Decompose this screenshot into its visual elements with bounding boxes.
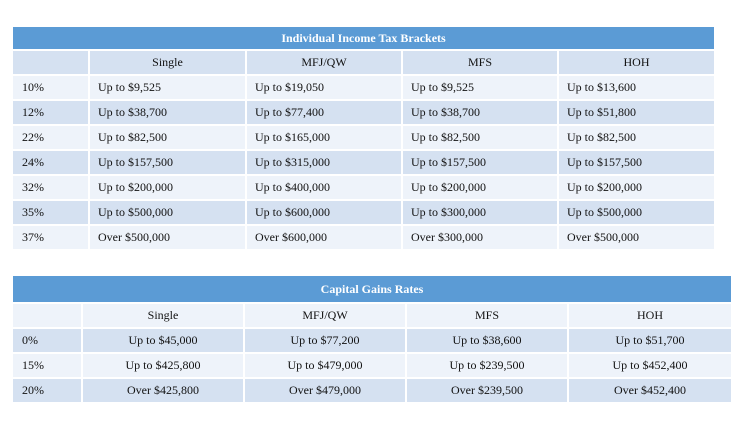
threshold-cell: Up to $9,525 xyxy=(403,76,559,101)
table-row xyxy=(13,76,714,101)
capital-gains-table-title: Capital Gains Rates xyxy=(13,276,731,304)
table-row xyxy=(13,329,731,354)
threshold-cell: Up to $38,700 xyxy=(90,101,247,126)
threshold-cell: Up to $200,000 xyxy=(403,176,559,201)
threshold-cell: Up to $500,000 xyxy=(90,201,247,226)
threshold-cell: Over $239,500 xyxy=(407,379,569,404)
header-cell-mfs: MFS xyxy=(407,304,569,329)
header-cell-rate xyxy=(13,51,90,76)
threshold-cell: Up to $38,600 xyxy=(407,329,569,354)
threshold-cell: Up to $600,000 xyxy=(247,201,403,226)
threshold-cell: Up to $239,500 xyxy=(407,354,569,379)
rate-cell: 37% xyxy=(13,226,90,251)
threshold-cell: Up to $200,000 xyxy=(559,176,714,201)
rate-cell: 35% xyxy=(13,201,90,226)
threshold-cell: Over $425,800 xyxy=(83,379,245,404)
table-row xyxy=(13,201,714,226)
header-cell-hoh: HOH xyxy=(559,51,714,76)
threshold-cell: Up to $425,800 xyxy=(83,354,245,379)
income-tax-header-row xyxy=(13,51,714,76)
table-row xyxy=(13,379,731,404)
header-cell-mfs: MFS xyxy=(403,51,559,76)
threshold-cell: Up to $479,000 xyxy=(245,354,407,379)
header-cell-single: Single xyxy=(90,51,247,76)
threshold-cell: Over $600,000 xyxy=(247,226,403,251)
income-tax-table-title: Individual Income Tax Brackets xyxy=(13,27,714,51)
threshold-cell: Up to $315,000 xyxy=(247,151,403,176)
threshold-cell: Up to $157,500 xyxy=(403,151,559,176)
income-tax-brackets-table xyxy=(13,27,714,251)
threshold-cell: Up to $82,500 xyxy=(403,126,559,151)
table-row xyxy=(13,126,714,151)
threshold-cell: Over $479,000 xyxy=(245,379,407,404)
rate-cell: 22% xyxy=(13,126,90,151)
threshold-cell: Up to $45,000 xyxy=(83,329,245,354)
table-row xyxy=(13,176,714,201)
rate-cell: 32% xyxy=(13,176,90,201)
threshold-cell: Up to $452,400 xyxy=(569,354,731,379)
table-row xyxy=(13,101,714,126)
capital-gains-header-row xyxy=(13,304,731,329)
threshold-cell: Over $452,400 xyxy=(569,379,731,404)
header-cell-mfj-qw: MFJ/QW xyxy=(245,304,407,329)
threshold-cell: Up to $51,800 xyxy=(559,101,714,126)
threshold-cell: Over $500,000 xyxy=(559,226,714,251)
rate-cell: 12% xyxy=(13,101,90,126)
threshold-cell: Over $500,000 xyxy=(90,226,247,251)
threshold-cell: Up to $38,700 xyxy=(403,101,559,126)
table-row xyxy=(13,226,714,251)
threshold-cell: Up to $51,700 xyxy=(569,329,731,354)
rate-cell: 24% xyxy=(13,151,90,176)
threshold-cell: Up to $13,600 xyxy=(559,76,714,101)
threshold-cell: Over $300,000 xyxy=(403,226,559,251)
threshold-cell: Up to $200,000 xyxy=(90,176,247,201)
threshold-cell: Up to $157,500 xyxy=(559,151,714,176)
threshold-cell: Up to $82,500 xyxy=(90,126,247,151)
rate-cell: 20% xyxy=(13,379,83,404)
threshold-cell: Up to $77,400 xyxy=(247,101,403,126)
header-cell-mfj-qw: MFJ/QW xyxy=(247,51,403,76)
threshold-cell: Up to $77,200 xyxy=(245,329,407,354)
rate-cell: 10% xyxy=(13,76,90,101)
rate-cell: 0% xyxy=(13,329,83,354)
capital-gains-rates-table xyxy=(13,276,731,404)
rate-cell: 15% xyxy=(13,354,83,379)
header-cell-rate xyxy=(13,304,83,329)
threshold-cell: Up to $9,525 xyxy=(90,76,247,101)
threshold-cell: Up to $157,500 xyxy=(90,151,247,176)
threshold-cell: Up to $82,500 xyxy=(559,126,714,151)
threshold-cell: Up to $165,000 xyxy=(247,126,403,151)
table-row xyxy=(13,354,731,379)
threshold-cell: Up to $19,050 xyxy=(247,76,403,101)
threshold-cell: Up to $400,000 xyxy=(247,176,403,201)
threshold-cell: Up to $500,000 xyxy=(559,201,714,226)
header-cell-hoh: HOH xyxy=(569,304,731,329)
table-row xyxy=(13,151,714,176)
threshold-cell: Up to $300,000 xyxy=(403,201,559,226)
header-cell-single: Single xyxy=(83,304,245,329)
